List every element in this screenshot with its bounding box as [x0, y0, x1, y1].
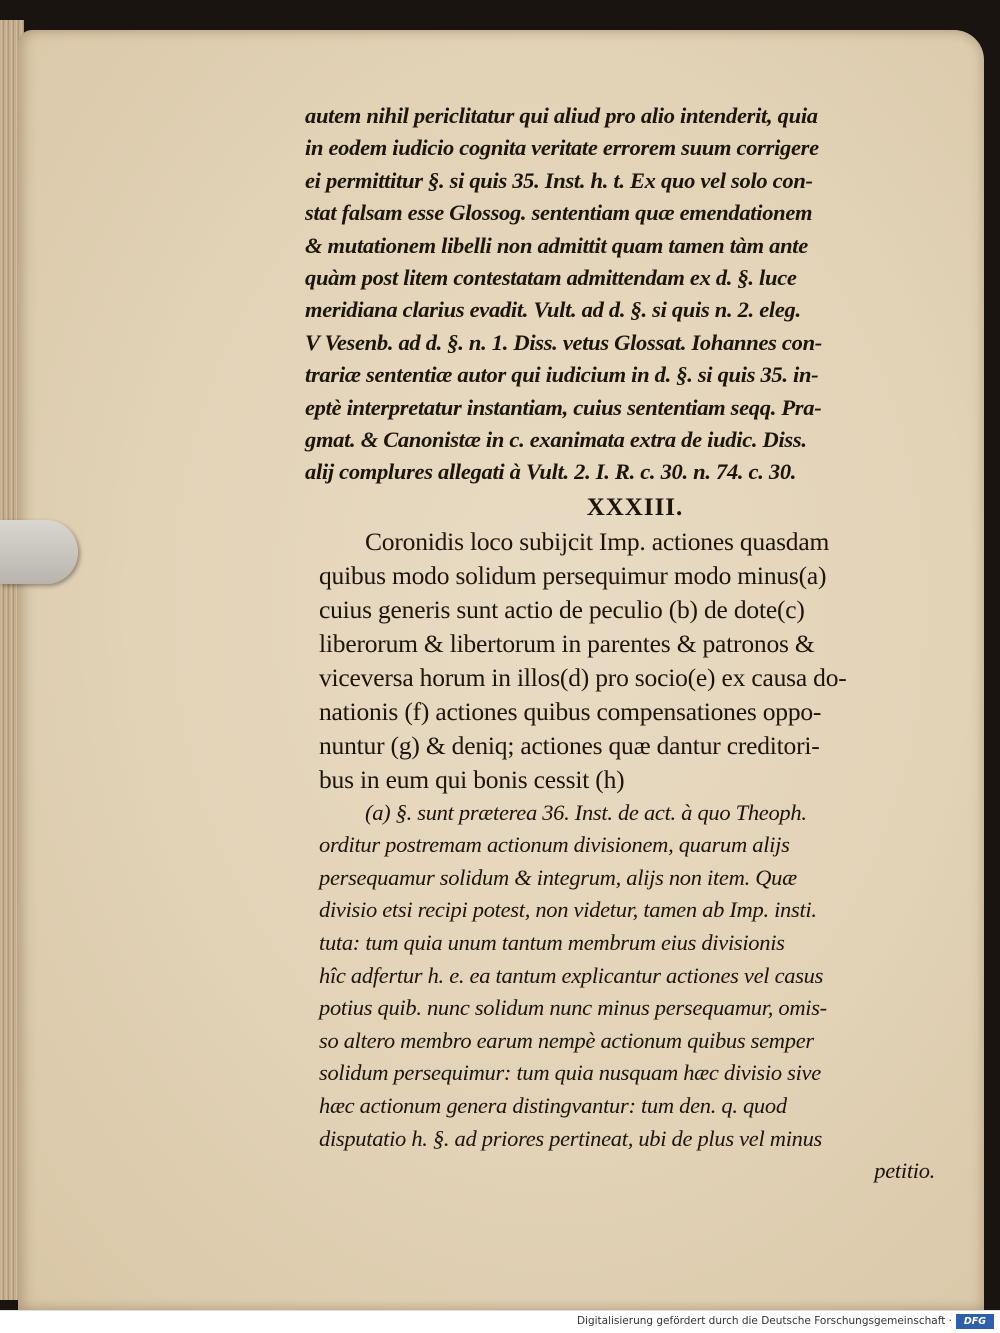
- text-line: stat falsam esse Glossog. sententiam quæ emendationem: [305, 200, 813, 226]
- footnote-paragraph: [305, 797, 945, 1188]
- text-line: meridiana clarius evadit. Vult. ad d. §. si quis n. 2. eleg.: [305, 297, 801, 323]
- text-line: quibus modo solidum persequimur modo minus(a): [319, 560, 827, 590]
- text-line: & mutationem libelli non admittit quam tamen tàm ante: [305, 232, 808, 258]
- page-text: [305, 100, 945, 1188]
- text-line: ei permittitur §. si quis 35. Inst. h. t. Ex quo vel solo con-: [305, 167, 813, 193]
- section-heading: XXXIII.: [586, 493, 684, 521]
- funding-credit: Digitalisierung gefördert durch die Deutsche Forschungsgemeinschaft ·: [576, 1315, 952, 1327]
- text-line: (a) §. sunt præterea 36. Inst. de act. à quo Theoph.: [365, 799, 807, 825]
- text-line: tuta: tum quia unum tantum membrum eius divisionis: [319, 930, 785, 956]
- text-line: persequamur solidum & integrum, alijs non item. Quæ: [319, 864, 797, 890]
- text-line: viceversa horum in illos(d) pro socio(e) ex causa do-: [319, 662, 847, 692]
- text-line: autem nihil periclitatur qui aliud pro alio intenderit, quia: [305, 103, 818, 128]
- main-paragraph: [305, 525, 945, 797]
- text-line: so altero membro earum nempè actionum quibus semper: [319, 1027, 814, 1053]
- page-clip: [0, 520, 78, 584]
- text-line: disputatio h. §. ad priores pertineat, ubi de plus vel minus: [319, 1125, 823, 1151]
- text-line: trariæ sententiæ autor qui iudicium in d. §. si quis 35. in-: [305, 362, 819, 388]
- text-line: orditur postremam actionum divisionem, quarum alijs: [319, 832, 790, 858]
- text-line: hîc adfertur h. e. ea tantum explicantur actiones vel casus: [319, 962, 824, 988]
- text-line: alij complures allegati à Vult. 2. I. R. c. 30. n. 74. c. 30.: [305, 459, 797, 485]
- text-line: eptè interpretatur instantiam, cuius sententiam seqq. Pra-: [305, 394, 822, 420]
- text-line: in eodem iudicio cognita veritate errorem suum corrigere: [305, 135, 819, 161]
- text-line: gmat. & Canonistæ in c. exanimata extra de iudic. Diss.: [305, 426, 807, 452]
- text-line: nationis (f) actiones quibus compensationes oppo-: [319, 696, 822, 726]
- text-line: hæc actionum genera distingvantur: tum den. q. quod: [319, 1093, 787, 1119]
- digitization-footer: [0, 1310, 1000, 1333]
- text-line: quàm post litem contestatam admittendam ex d. §. luce: [305, 264, 797, 290]
- text-line: V Vesenb. ad d. §. n. 1. Diss. vetus Glossat. Iohannes con-: [305, 329, 822, 355]
- text-line: nuntur (g) & deniq; actiones quæ dantur creditori-: [319, 730, 820, 760]
- gloss-paragraph: [305, 100, 945, 489]
- text-line: bus in eum qui bonis cessit (h): [319, 764, 625, 794]
- text-line: Coronidis loco subijcit Imp. actiones quasdam: [365, 526, 830, 556]
- text-line: solidum persequimur: tum quia nusquam hæc divisio sive: [319, 1060, 821, 1086]
- text-line: liberorum & libertorum in parentes & patronos &: [319, 628, 815, 658]
- text-line: potius quib. nunc solidum nunc minus persequamur, omis-: [319, 995, 827, 1021]
- text-line: cuius generis sunt actio de peculio (b) de dote(c): [319, 594, 805, 624]
- catchword: petitio.: [874, 1158, 935, 1184]
- dfg-logo: DFG: [956, 1314, 994, 1329]
- text-line: divisio etsi recipi potest, non videtur, tamen ab Imp. insti.: [319, 897, 817, 923]
